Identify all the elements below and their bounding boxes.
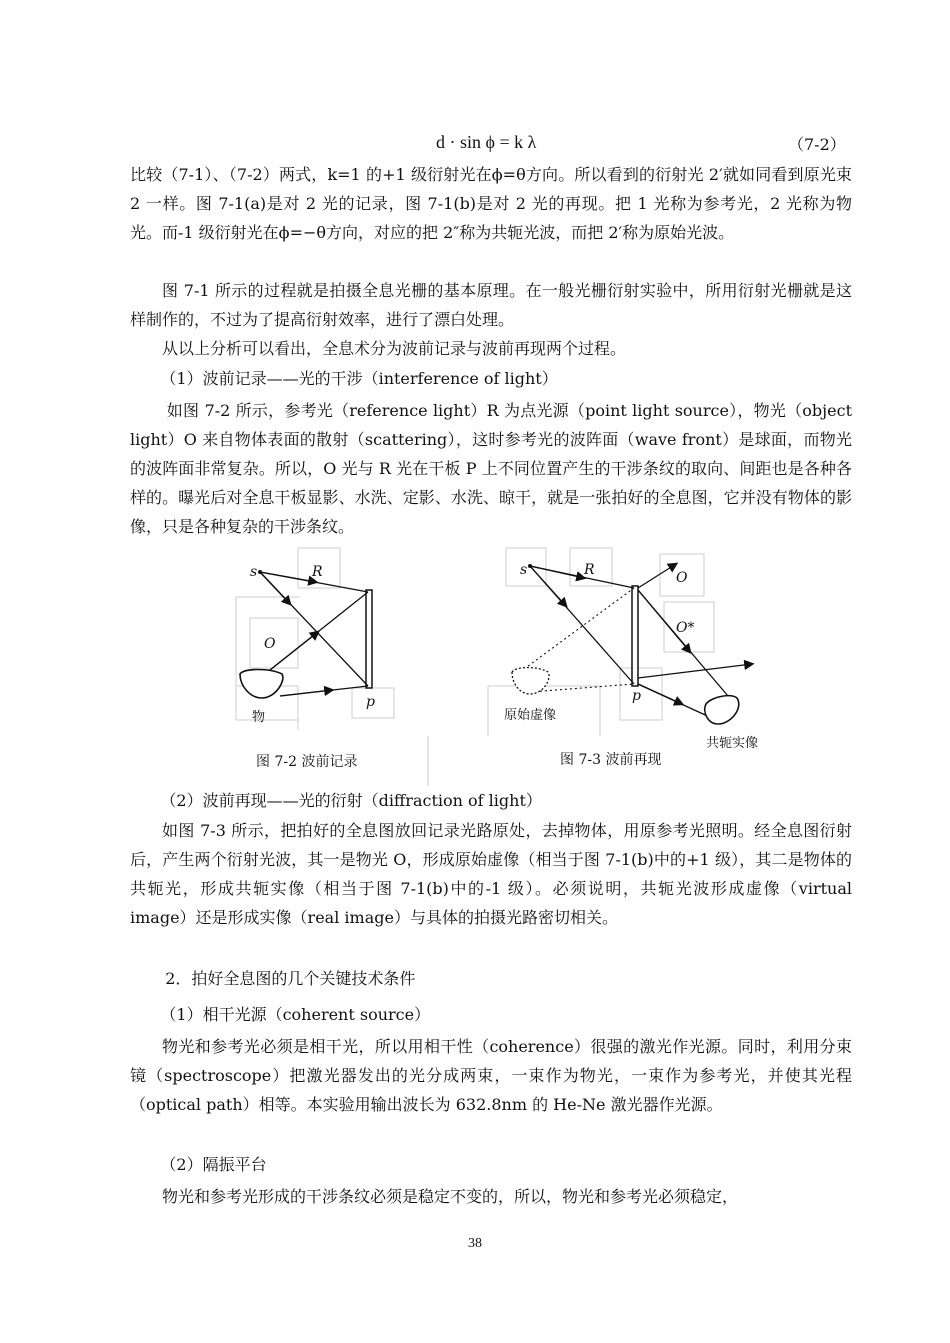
fig73-label-virtual-image: 原始虚像 [504,708,557,723]
fig72-label-object: 物 [252,710,266,725]
fig72-label-p: p [366,694,375,710]
paragraph-recording: 如图 7-2 所示，参考光（reference light）R 为点光源（point light source），物光（object light）O 来自物体表面的散射（scattering），这时参考光的波阵面（wave front）是球面，而物光的波阵面非常复杂。所以，O 光与 R 光在干板 P 上不同位置产生的干涉条纹的取向、间距也是各种各样的。曝光后对全息干板显影、水洗、定影、水洗、晾干，就是一张拍好的全息图，它并没有物体的影像，只是各种复杂的干涉条纹。 [130,401,852,536]
paragraph-stability: 物光和参考光形成的干涉条纹必须是稳定不变的，所以，物光和参考光必须稳定， [162,1187,739,1206]
fig72-label-R: R [312,564,323,580]
equation-number: （7-2） [788,135,846,154]
heading-isolation-platform: （2）隔振平台 [160,1155,267,1174]
paragraph-comparison: 比较（7-1）、（7-2）两式，k=1 的+1 级衍射光在ϕ=θ方向。所以看到的衍射光 2′就如同看到原光束 2 一样。图 7-1(a)是对 2 光的记录，图 7-1(b)是对 2 光的再现。把 1 光称为参考光，2 光称为物光。而-1 级衍射光在ϕ=−θ方向，对应的把 2″称为共轭光波，而把 2′称为原始光波。 [130,165,852,242]
page-number: 38 [468,1236,482,1251]
paragraph-grating-principle: 图 7-1 所示的过程就是拍摄全息光栅的基本原理。在一般光栅衍射实验中，所用衍射光栅就是这样制作的，不过为了提高衍射效率，进行了漂白处理。 [130,281,852,329]
fig73-label-R: R [584,562,595,578]
fig72-label-s: s [250,564,258,580]
paragraph-two-processes: 从以上分析可以看出，全息术分为波前记录与波前再现两个过程。 [162,339,627,358]
virtual-image-shape [512,668,549,695]
equation-formula: d · sin ϕ = k λ [436,132,537,152]
paragraph-coherent-source: 物光和参考光必须是相干光，所以用相干性（coherence）很强的激光作光源。同时，利用分束镜（spectroscope）把激光器发出的光分成两束，一束作为物光，一束作为参考光，并使其光程（optical path）相等。本实验用输出波长为 632.8nm 的 He-Ne 激光器作光源。 [130,1037,852,1114]
holo-plate-p-2 [632,586,638,686]
heading-coherent-source: （1）相干光源（coherent source） [160,1005,431,1024]
fig73-label-p: p [632,688,641,704]
equation-7-2 [0,132,950,158]
figures-svg [0,540,950,790]
paragraph-reconstruction: 如图 7-3 所示，把拍好的全息图放回记录光路原处，去掉物体，用原参考光照明。经全息图衍射后，产生两个衍射光波，其一是物光 O，形成原始虚像（相当于图 7-1(b)中的+1 级），其二是物体的共轭光，形成共轭实像（相当于图 7-1(b)中的-1 级）。必须说明，共轭光波形成虚像（virtual image）还是形成实像（real image）与具体的拍摄光路密切相关。 [130,821,852,927]
heading-key-conditions: 2．拍好全息图的几个关键技术条件 [165,969,416,988]
real-image-shape [705,696,739,724]
fig73-label-Ostar: O* [676,620,695,636]
figures-7-2-7-3 [0,540,950,790]
holo-plate-p [366,590,372,688]
heading-wavefront-reconstruction: （2）波前再现——光的衍射（diffraction of light） [160,791,542,810]
fig73-label-real-image: 共轭实像 [706,736,759,751]
fig73-label-O: O [676,570,688,586]
object-shape [240,670,283,699]
heading-wavefront-recording: （1）波前记录——光的干涉（interference of light） [160,369,558,388]
fig72-label-O: O [264,636,276,652]
fig73-caption: 图 7-3 波前再现 [560,752,662,768]
fig72-caption: 图 7-2 波前记录 [256,754,358,770]
fig73-label-s: s [520,562,528,578]
